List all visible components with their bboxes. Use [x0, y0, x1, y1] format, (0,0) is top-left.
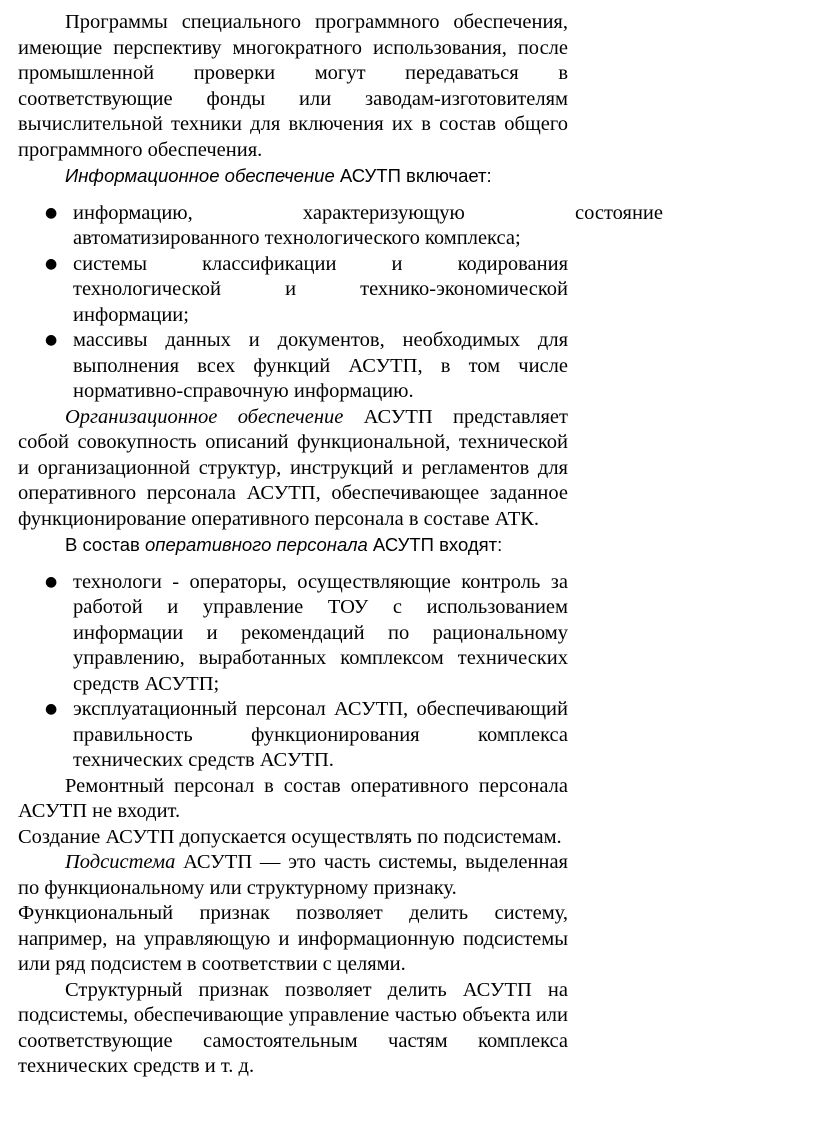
list-item: ● информацию, характеризующую состояние автоматизированного технологического комплекса; — [45, 201, 663, 249]
paragraph-repair-staff: Ремонтный персонал в состав оперативного персонала АСУТП не входит. — [18, 774, 568, 822]
heading-operational-staff: В состав оперативного персонала АСУТП входят: — [65, 534, 503, 555]
term-information-support: Информационное обеспечение — [65, 165, 335, 186]
paragraph-subsystems: Создание АСУТП допускается осуществлять по подсистемам. — [18, 825, 562, 848]
list-item: ● эксплуатационный персонал АСУТП, обеспечивающий правильность функционирования комплекса технических средств АСУТП. — [45, 698, 568, 771]
term-subsystem: Подсистема — [65, 851, 176, 873]
bullet-icon: ● — [45, 332, 58, 348]
bullet-icon: ● — [45, 701, 58, 717]
term-organizational-support: Организационное обеспечение — [65, 405, 344, 428]
paragraph-structural-criterion: Структурный признак позволяет делить АСУТП на подсистемы, обеспечивающие управление частью объекта или соответствующие самостоятельным частям комплекса технических средств и т. д. — [18, 978, 568, 1077]
document-page — [18, 10, 663, 1080]
list-item: ● системы классификации и кодирования технологической и технико-экономической информации; — [45, 252, 568, 326]
list-item: ● технологи - операторы, осуществляющие контроль за работой и управление ТОУ с использованием информации и рекомендаций по рациональному управлению, выработанных комплексом технических средств АСУТП; — [45, 570, 568, 695]
bullet-icon: ● — [45, 255, 58, 272]
bullet-icon: ● — [45, 204, 58, 221]
paragraph-subsystem-definition: Подсистема АСУТП — это часть системы, выделенная по функциональному или структурному признаку. — [18, 851, 568, 899]
list-information-support — [18, 201, 663, 405]
term-operational-staff: оперативного персонала — [145, 534, 368, 555]
paragraph-organizational-support: Организационное обеспечение АСУТП представляет собой совокупность описаний функциональной, технической и организационной структур, инструкций и регламентов для оперативного персонала АСУТП, обеспечивающее заданное функционирование оперативного персонала в составе АТК. — [18, 405, 568, 530]
paragraph-software: Программы специального программного обеспечения, имеющие перспективу многократного использования, после промышленной проверки могут передаваться в соответствующие фонды или заводам-изготовителям вычислительной техники для включения их в состав общего программного обеспечения. — [18, 11, 568, 161]
heading-information-support: Информационное обеспечение АСУТП включает: — [65, 165, 492, 186]
list-item: ● массивы данных и документов, необходимых для выполнения всех функций АСУТП, в том числе нормативно-справочную информацию. — [45, 329, 568, 402]
paragraph-functional-criterion: Функциональный признак позволяет делить систему, например, на управляющую и информационную подсистемы или ряд подсистем в соответствии с целями. — [18, 902, 568, 975]
list-operational-staff — [18, 570, 568, 774]
bullet-icon: ● — [45, 573, 58, 590]
